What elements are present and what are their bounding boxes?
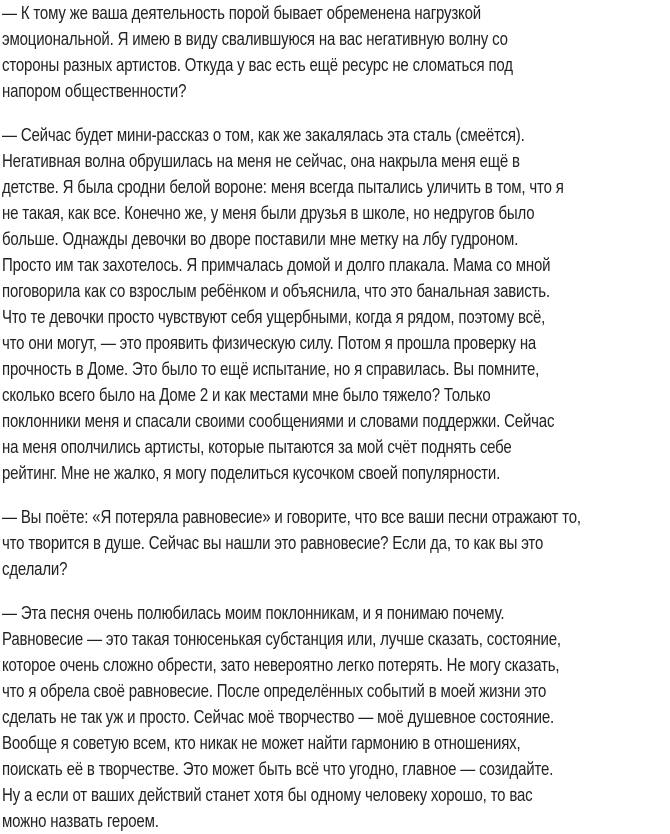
text-line: Негативная волна обрушилась на меня не сейчас, она накрыла меня ещё в: [2, 150, 520, 171]
text-line: можно назвать героем.: [2, 810, 159, 831]
paragraph-question-1: [2, 0, 670, 104]
text-line: на меня ополчились артисты, которые пытаются за мой счёт поднять себе: [2, 436, 512, 457]
text-line: Вообще я советую всем, кто никак не может найти гармонию в отношениях,: [2, 732, 521, 753]
text-line: больше. Однажды девочки во дворе поставили мне метку на лбу гудроном.: [2, 228, 519, 249]
text-line: — Сейчас будет мини-рассказ о том, как же закалялась эта сталь (смеётся).: [2, 124, 525, 145]
text-line: стороны разных артистов. Откуда у вас есть ещё ресурс не сломаться под: [2, 54, 513, 75]
paragraph-answer-1: [2, 122, 670, 486]
text-line: напором общественности?: [2, 80, 187, 101]
text-line: рейтинг. Мне не жалко, я могу поделиться кусочком своей популярности.: [2, 462, 501, 483]
text-line: Ну а если от ваших действий станет хотя бы одному человеку хорошо, то вас: [2, 784, 533, 805]
text-line: Просто им так захотелось. Я примчалась домой и долго плакала. Мама со мной: [2, 254, 551, 275]
text-line: что они могут, — это проявить физическую силу. Потом я прошла проверку на: [2, 332, 537, 353]
text-line: поискать её в творчестве. Это может быть всё что угодно, главное — созидайте.: [2, 758, 554, 779]
text-line: — Вы поёте: «Я потеряла равновесие» и говорите, что все ваши песни отражают то,: [2, 506, 581, 527]
paragraph-question-2: [2, 504, 670, 582]
text-line: которое очень сложно обрести, зато невероятно легко потерять. Не могу сказать,: [2, 654, 560, 675]
text-line: эмоциональной. Я имею в виду свалившуюся на вас негативную волну со: [2, 28, 508, 49]
text-line: детстве. Я была сродни белой вороне: меня всегда пытались уличить в том, что я: [2, 176, 564, 197]
text-line: сделать не так уж и просто. Сейчас моё творчество — моё душевное состояние.: [2, 706, 555, 727]
text-line: сколько всего было на Доме 2 и как местами мне было тяжело? Только: [2, 384, 491, 405]
text-line: что я обрела своё равновесие. После определённых событий в моей жизни это: [2, 680, 547, 701]
text-line: прочность в Доме. Это было то ещё испытание, но я справилась. Вы помните,: [2, 358, 540, 379]
text-line: — Эта песня очень полюбилась моим поклонникам, и я понимаю почему.: [2, 602, 505, 623]
text-line: что творится в душе. Сейчас вы нашли это равновесие? Если да, то как вы это: [2, 532, 544, 553]
text-line: сделали?: [2, 558, 68, 579]
text-line: Равновесие — это такая тонюсенькая субстанция или, лучше сказать, состояние,: [2, 628, 561, 649]
text-line: поговорила как со взрослым ребёнком и объяснила, что это банальная зависть.: [2, 280, 550, 301]
text-line: поклонники меня и спасали своими сообщениями и словами поддержки. Сейчас: [2, 410, 555, 431]
text-line: — К тому же ваша деятельность порой бывает обременена нагрузкой: [2, 2, 482, 23]
text-line: Что те девочки просто чувствуют себя ущербными, когда я рядом, поэтому всё,: [2, 306, 546, 327]
text-line: не такая, как все. Конечно же, у меня были друзья в школе, но недругов было: [2, 202, 535, 223]
paragraph-answer-2: [2, 600, 670, 834]
